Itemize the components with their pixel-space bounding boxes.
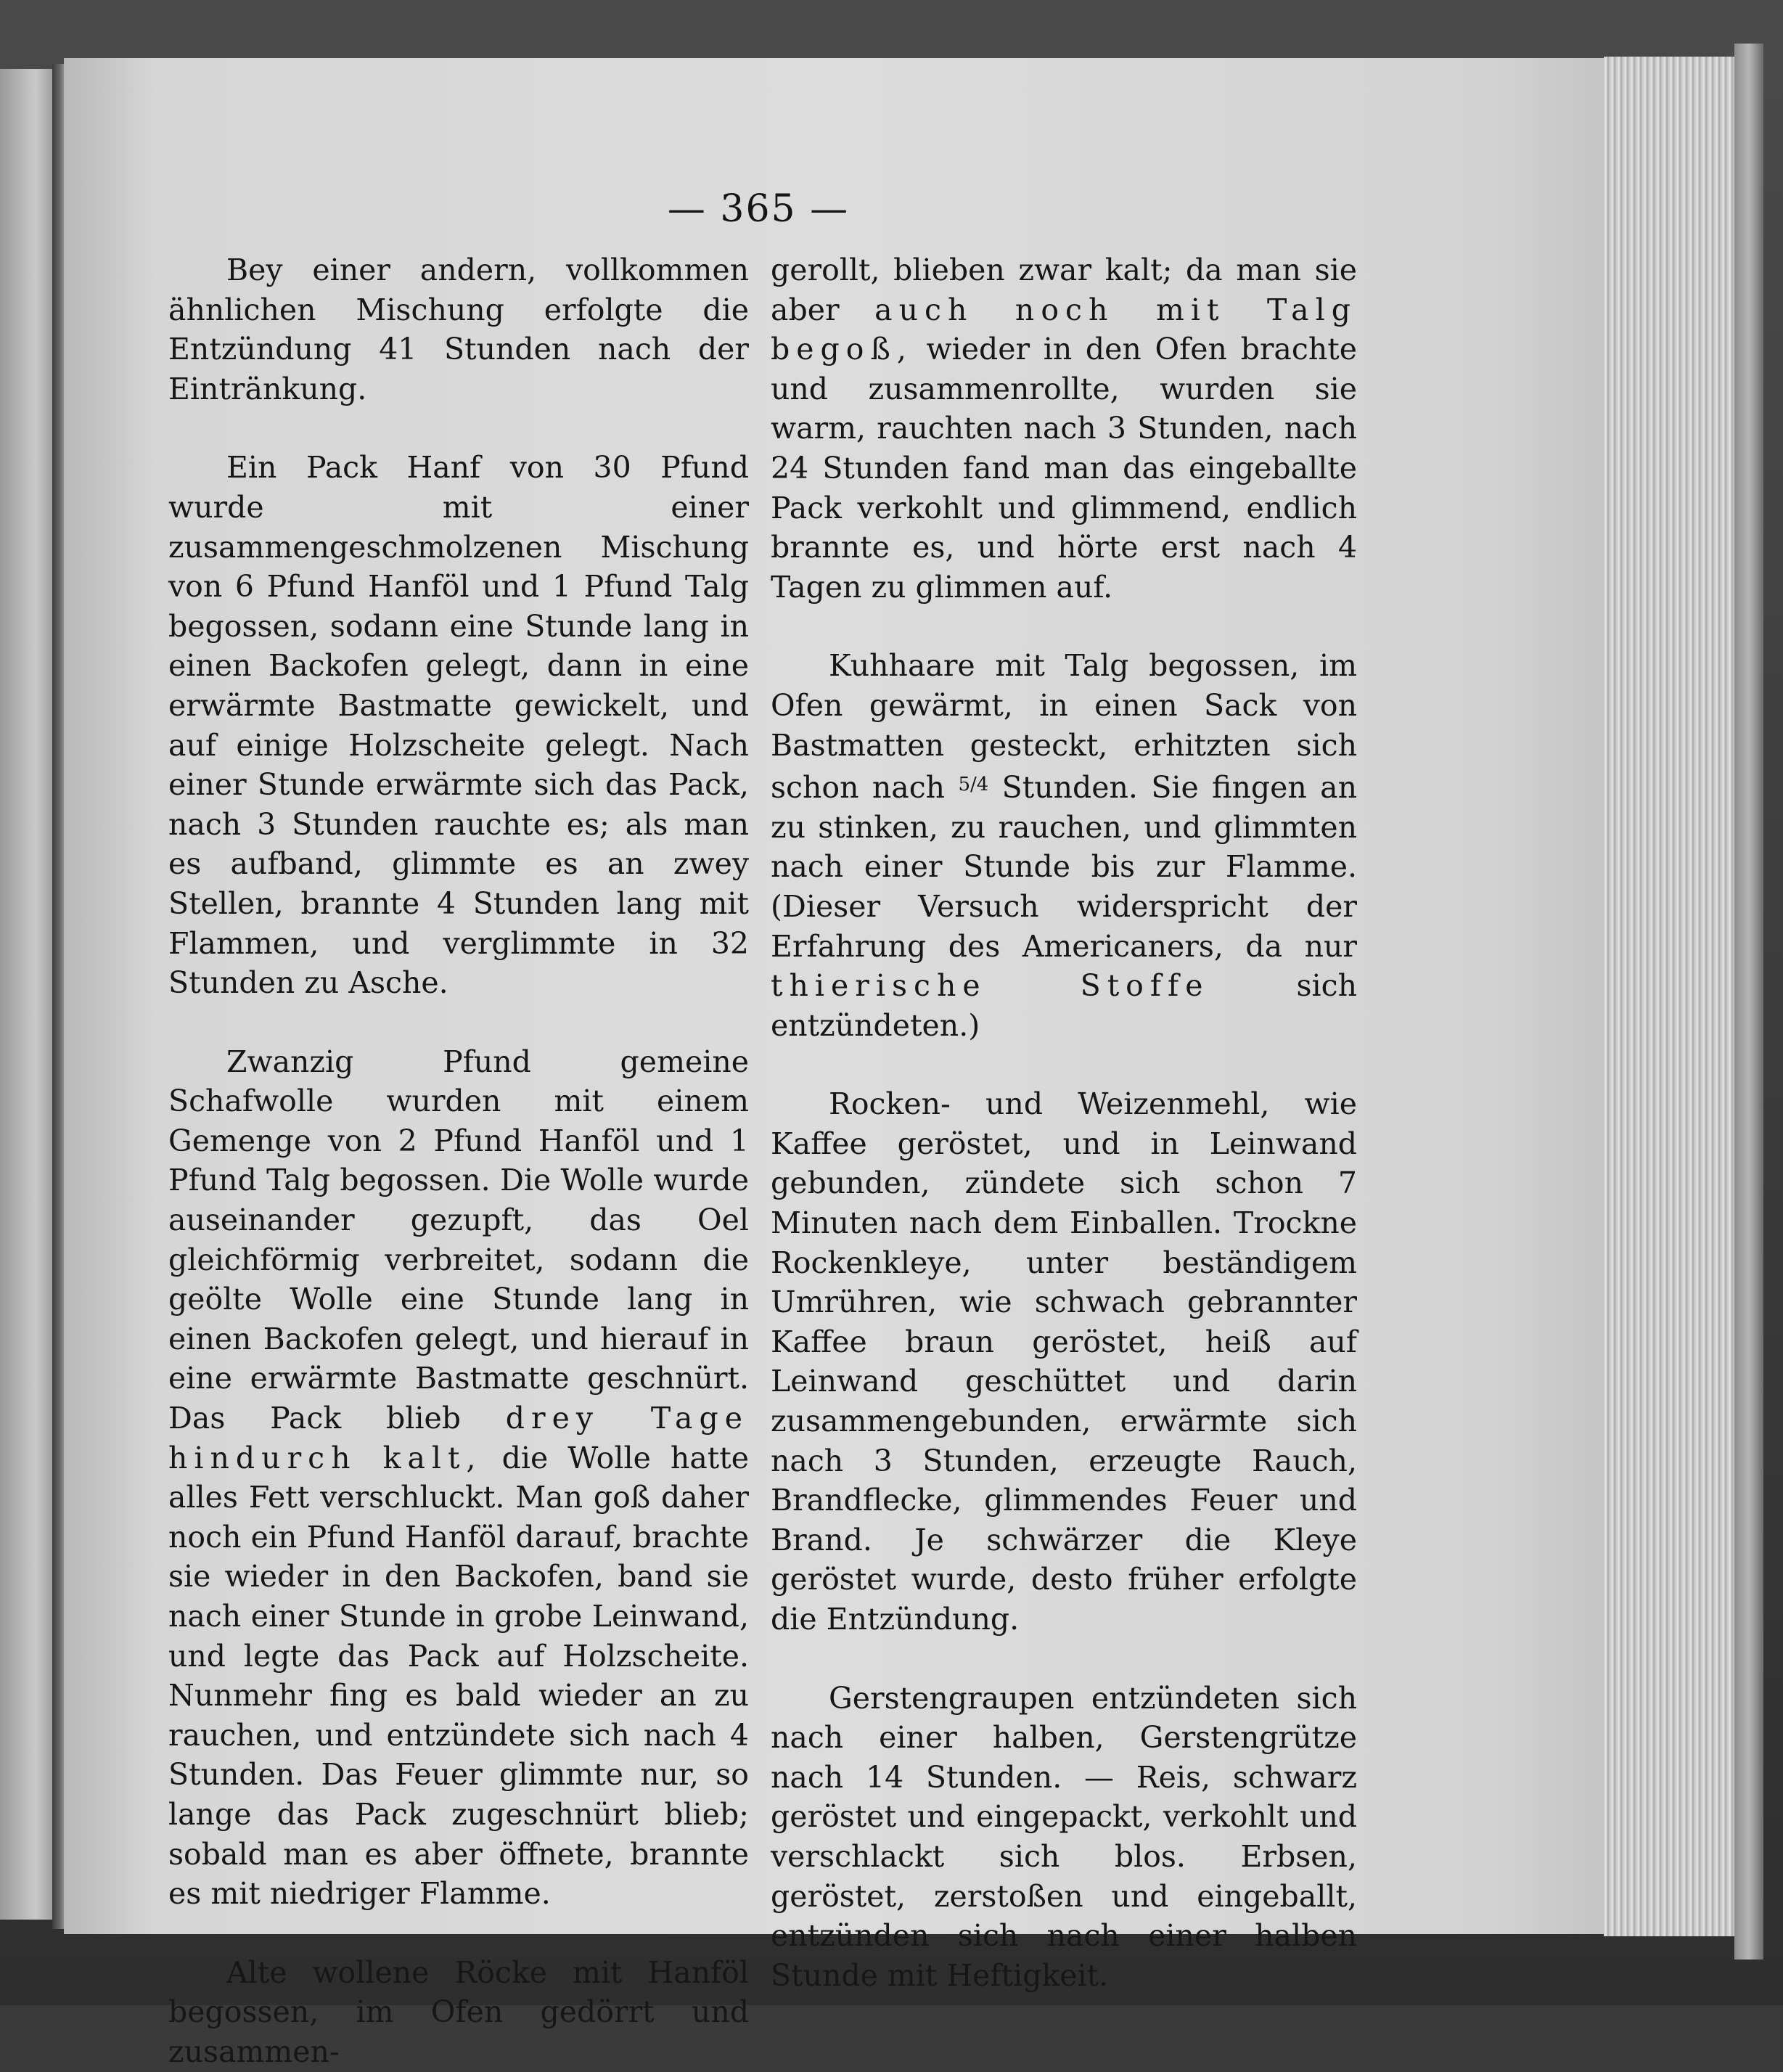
paragraph: Gerstengraupen entzündeten sich nach einer halben, Gerstengrütze nach 14 Stunden. — Reis, schwarz geröstet und eingepackt, verkohlt und verschlackt sich blos. Erbsen, geröstet, zerstoßen und eingeballt, entzünden sich nach einer halben Stunde mit Heftigkeit. bbox=[771, 1680, 1357, 1993]
facing-page-edge bbox=[0, 69, 60, 1920]
paragraph bbox=[168, 1042, 749, 1914]
spaced-emphasis: drey Tage hindurch kalt, bbox=[168, 1401, 749, 1475]
right-text-column bbox=[771, 250, 1357, 1995]
spaced-emphasis: thierische Stoffe bbox=[771, 968, 1210, 1004]
paragraph: Ein Pack Hanf von 30 Pfund wurde mit einer zusammengeschmolzenen Mischung von 6 Pfund Hanföl und 1 Pfund Talg begossen, sodann eine Stunde lang in einen Backofen gelegt, dann in eine erwärmte Bastmatte gewickelt, und auf einige Holzscheite gelegt. Nach einer Stunde erwärmte sich das Pack, nach 3 Stunden rauchte es; als man es aufband, glimmte es an zwey Stellen, brannte 4 Stunden lang mit Flammen, und verglimmte in 32 Stunden zu Asche. bbox=[168, 450, 749, 1001]
book-cover-edge bbox=[1734, 44, 1763, 1960]
spaced-emphasis: auch noch mit Talg begoß, bbox=[771, 292, 1357, 367]
paragraph: Rocken- und Weizenmehl, wie Kaffee geröstet, und in Leinwand gebunden, zündete sich schon 7 Minuten nach dem Einballen. Trockne Rockenkleye, unter beständigem Umrühren, wie schwach gebrannter Kaffee braun geröstet, heiß auf Leinwand geschüttet und darin zusammengebunden, erwärmte sich nach 3 Stunden, erzeugte Rauch, Brandflecke, glimmendes Feuer und Brand. Je schwärzer die Kleye geröstet wurde, desto früher erfolgte die Entzündung. bbox=[771, 1086, 1357, 1637]
left-text-column bbox=[168, 250, 749, 2072]
text-run: Stunden. Sie fingen an zu stinken, zu rauchen, und glimmten nach einer Stunde bis zur Flamme. (Dieser Versuch widerspricht der Erfahrung des Americaners, da nur bbox=[771, 770, 1357, 964]
paragraph: Bey einer andern, vollkommen ähnlichen Mischung erfolgte die Entzündung 41 Stunden nach der Eintränkung. bbox=[168, 253, 749, 406]
paragraph: Alte wollene Röcke mit Hanföl begossen, im Ofen gedörrt und zusammen- bbox=[168, 1954, 749, 2069]
paragraph bbox=[771, 250, 1357, 607]
text-run: Kuhhaare mit Talg begossen, im Ofen gewärmt, in einen Sack von Bastmatten gesteckt, erhitzten sich schon nach bbox=[771, 648, 1357, 806]
text-run: wieder in den Ofen brachte und zusammenrollte, wurden sie warm, rauchten nach 3 Stunden, nach 24 Stunden fand man das eingeballte Pack verkohlt und glimmend, endlich brannte es, und hörte erst nach 4 Tagen zu glimmen auf. bbox=[771, 332, 1357, 605]
paragraph bbox=[771, 646, 1357, 1045]
text-run: die Wolle hatte alles Fett verschluckt. Man goß daher noch ein Pfund Hanföl darauf, brachte sie wieder in den Backofen, band sie nach einer Stunde in grobe Leinwand, und legte das Pack auf Holzscheite. Nunmehr fing es bald wieder an zu rauchen, und entzündete sich nach 4 Stunden. Das Feuer glimmte nur, so lange das Pack zugeschnürt blieb; sobald man es aber öffnete, brannte es mit niedriger Flamme. bbox=[168, 1440, 749, 1912]
page-block-edges bbox=[1604, 57, 1752, 1936]
text-run: sich entzündeten.) bbox=[771, 968, 1357, 1043]
text-run: gerollt, blieben zwar kalt; da man sie aber bbox=[771, 253, 1357, 327]
fraction: 5/4 bbox=[958, 774, 989, 796]
text-run: Zwanzig Pfund gemeine Schafwolle wurden mit einem Gemenge von 2 Pfund Hanföl und 1 Pfund Talg begossen. Die Wolle wurde auseinander gezupft, das Oel gleichförmig verbreitet, sodann die geölte Wolle eine Stunde lang in einen Backofen gelegt, und hierauf in eine erwärmte Bastmatte geschnürt. Das Pack blieb bbox=[168, 1044, 749, 1436]
page-number: — 365 — bbox=[667, 187, 850, 231]
